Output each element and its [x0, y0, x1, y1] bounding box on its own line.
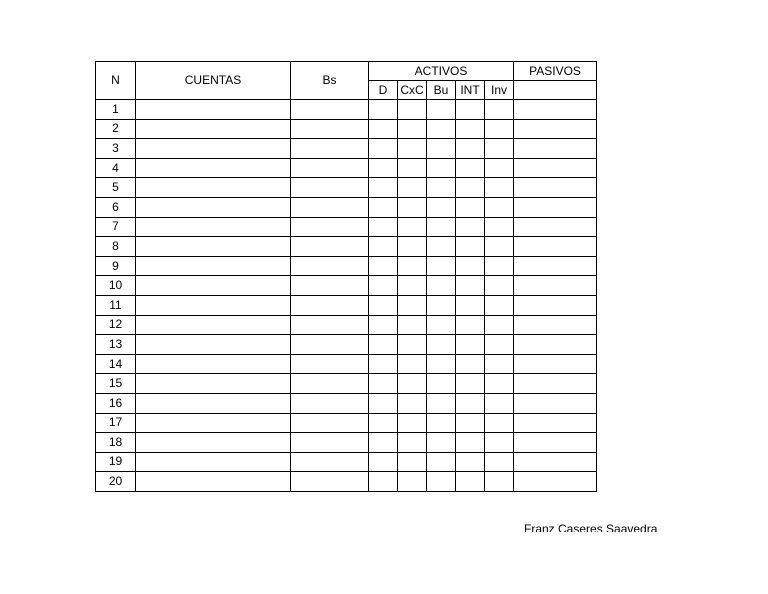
cell-cuentas[interactable] [136, 139, 291, 159]
header-activos-bu: Bu [427, 81, 456, 100]
cell-cxc[interactable] [398, 374, 427, 394]
cell-n: 8 [96, 237, 136, 257]
cell-inv[interactable] [485, 354, 514, 374]
cell-pasivos[interactable] [514, 158, 597, 178]
cell-int[interactable] [456, 335, 485, 355]
cell-cuentas[interactable] [136, 256, 291, 276]
cell-inv[interactable] [485, 100, 514, 120]
cell-pasivos[interactable] [514, 217, 597, 237]
cell-d[interactable] [369, 315, 398, 335]
cell-d[interactable] [369, 374, 398, 394]
table-row [96, 256, 597, 276]
cell-bs[interactable] [291, 452, 369, 472]
cell-cuentas[interactable] [136, 295, 291, 315]
cell-inv[interactable] [485, 119, 514, 139]
cell-bu[interactable] [427, 315, 456, 335]
cell-cuentas[interactable] [136, 452, 291, 472]
cell-d[interactable] [369, 197, 398, 217]
cell-n: 18 [96, 433, 136, 453]
header-bs: Bs [291, 62, 369, 100]
cell-bu[interactable] [427, 197, 456, 217]
cell-bu[interactable] [427, 335, 456, 355]
cell-int[interactable] [456, 139, 485, 159]
cell-int[interactable] [456, 217, 485, 237]
cell-bu[interactable] [427, 237, 456, 257]
accounts-table [95, 61, 597, 492]
cell-pasivos[interactable] [514, 197, 597, 217]
cell-d[interactable] [369, 393, 398, 413]
cell-bs[interactable] [291, 433, 369, 453]
cell-n: 15 [96, 374, 136, 394]
table-row [96, 139, 597, 159]
cell-bs[interactable] [291, 139, 369, 159]
cell-d[interactable] [369, 178, 398, 198]
cell-int[interactable] [456, 256, 485, 276]
cell-n: 4 [96, 158, 136, 178]
cell-inv[interactable] [485, 335, 514, 355]
table-row [96, 452, 597, 472]
cell-pasivos[interactable] [514, 354, 597, 374]
cell-pasivos[interactable] [514, 452, 597, 472]
cell-inv[interactable] [485, 217, 514, 237]
cell-d[interactable] [369, 100, 398, 120]
cell-int[interactable] [456, 354, 485, 374]
cell-int[interactable] [456, 276, 485, 296]
cell-inv[interactable] [485, 139, 514, 159]
cell-cxc[interactable] [398, 276, 427, 296]
cell-inv[interactable] [485, 295, 514, 315]
header-activos-cxc: CxC [398, 81, 427, 100]
cell-n: 12 [96, 315, 136, 335]
cell-cuentas[interactable] [136, 374, 291, 394]
table-row [96, 335, 597, 355]
cell-cxc[interactable] [398, 158, 427, 178]
cell-bu[interactable] [427, 413, 456, 433]
cell-n: 6 [96, 197, 136, 217]
table-row [96, 413, 597, 433]
cell-cxc[interactable] [398, 139, 427, 159]
cell-bs[interactable] [291, 197, 369, 217]
cell-cuentas[interactable] [136, 472, 291, 492]
cell-d[interactable] [369, 433, 398, 453]
cell-pasivos[interactable] [514, 119, 597, 139]
cell-int[interactable] [456, 100, 485, 120]
cell-bs[interactable] [291, 158, 369, 178]
table-row [96, 393, 597, 413]
cell-bu[interactable] [427, 354, 456, 374]
cell-bu[interactable] [427, 276, 456, 296]
cell-n: 10 [96, 276, 136, 296]
cell-bu[interactable] [427, 433, 456, 453]
cell-inv[interactable] [485, 433, 514, 453]
cell-bs[interactable] [291, 413, 369, 433]
cell-int[interactable] [456, 178, 485, 198]
cell-inv[interactable] [485, 237, 514, 257]
cell-cxc[interactable] [398, 335, 427, 355]
cell-bu[interactable] [427, 374, 456, 394]
header-activos-inv: Inv [485, 81, 514, 100]
cell-pasivos[interactable] [514, 256, 597, 276]
cell-cuentas[interactable] [136, 119, 291, 139]
table-row [96, 374, 597, 394]
cell-bu[interactable] [427, 452, 456, 472]
cell-n: 7 [96, 217, 136, 237]
cell-pasivos[interactable] [514, 178, 597, 198]
cell-cxc[interactable] [398, 197, 427, 217]
cell-cxc[interactable] [398, 393, 427, 413]
cell-cxc[interactable] [398, 452, 427, 472]
cell-cxc[interactable] [398, 217, 427, 237]
header-activos-int: INT [456, 81, 485, 100]
cell-pasivos[interactable] [514, 374, 597, 394]
cell-inv[interactable] [485, 158, 514, 178]
cell-cxc[interactable] [398, 413, 427, 433]
cell-bu[interactable] [427, 119, 456, 139]
cell-bs[interactable] [291, 374, 369, 394]
cell-pasivos[interactable] [514, 276, 597, 296]
cell-int[interactable] [456, 393, 485, 413]
cell-pasivos[interactable] [514, 237, 597, 257]
cell-pasivos[interactable] [514, 139, 597, 159]
cell-int[interactable] [456, 472, 485, 492]
cell-int[interactable] [456, 237, 485, 257]
cell-n: 17 [96, 413, 136, 433]
table-row [96, 158, 597, 178]
header-activos-d: D [369, 81, 398, 100]
cell-bu[interactable] [427, 139, 456, 159]
table-row [96, 295, 597, 315]
cell-cxc[interactable] [398, 354, 427, 374]
cell-d[interactable] [369, 119, 398, 139]
cell-n: 2 [96, 119, 136, 139]
cell-pasivos[interactable] [514, 295, 597, 315]
cell-cuentas[interactable] [136, 354, 291, 374]
table-row [96, 178, 597, 198]
cell-n: 14 [96, 354, 136, 374]
cell-bs[interactable] [291, 100, 369, 120]
cell-pasivos[interactable] [514, 413, 597, 433]
author-name: Franz Caseres Saavedra [524, 522, 658, 532]
cell-bu[interactable] [427, 295, 456, 315]
cell-bu[interactable] [427, 158, 456, 178]
cell-cuentas[interactable] [136, 413, 291, 433]
cell-d[interactable] [369, 452, 398, 472]
cell-cxc[interactable] [398, 295, 427, 315]
cell-d[interactable] [369, 413, 398, 433]
cell-pasivos[interactable] [514, 100, 597, 120]
cell-pasivos[interactable] [514, 472, 597, 492]
cell-bu[interactable] [427, 472, 456, 492]
cell-bs[interactable] [291, 217, 369, 237]
header-n: N [96, 62, 136, 100]
cell-int[interactable] [456, 433, 485, 453]
table-row [96, 217, 597, 237]
cell-cuentas[interactable] [136, 393, 291, 413]
cell-d[interactable] [369, 472, 398, 492]
cell-n: 16 [96, 393, 136, 413]
header-activos: ACTIVOS [369, 62, 514, 81]
cell-inv[interactable] [485, 472, 514, 492]
cell-cxc[interactable] [398, 100, 427, 120]
cell-pasivos[interactable] [514, 315, 597, 335]
cell-d[interactable] [369, 139, 398, 159]
cell-d[interactable] [369, 335, 398, 355]
cell-cxc[interactable] [398, 256, 427, 276]
table-row [96, 197, 597, 217]
table-row [96, 237, 597, 257]
table-row [96, 433, 597, 453]
cell-n: 19 [96, 452, 136, 472]
cell-cuentas[interactable] [136, 197, 291, 217]
header-pasivos: PASIVOS [514, 62, 597, 81]
cell-cuentas[interactable] [136, 315, 291, 335]
cell-n: 13 [96, 335, 136, 355]
cell-bs[interactable] [291, 276, 369, 296]
cell-bs[interactable] [291, 393, 369, 413]
cell-cxc[interactable] [398, 119, 427, 139]
cell-n: 1 [96, 100, 136, 120]
cell-d[interactable] [369, 158, 398, 178]
cell-bu[interactable] [427, 256, 456, 276]
cell-cxc[interactable] [398, 237, 427, 257]
cell-bs[interactable] [291, 119, 369, 139]
cell-d[interactable] [369, 354, 398, 374]
cell-bs[interactable] [291, 315, 369, 335]
cell-d[interactable] [369, 237, 398, 257]
cell-cxc[interactable] [398, 178, 427, 198]
cell-bs[interactable] [291, 178, 369, 198]
cell-n: 20 [96, 472, 136, 492]
cell-bu[interactable] [427, 217, 456, 237]
cell-cxc[interactable] [398, 472, 427, 492]
cell-pasivos[interactable] [514, 335, 597, 355]
cell-cuentas[interactable] [136, 237, 291, 257]
cell-cxc[interactable] [398, 315, 427, 335]
cell-bu[interactable] [427, 178, 456, 198]
cell-inv[interactable] [485, 197, 514, 217]
cell-cuentas[interactable] [136, 335, 291, 355]
cell-d[interactable] [369, 276, 398, 296]
cell-n: 11 [96, 295, 136, 315]
table-row [96, 100, 597, 120]
cell-int[interactable] [456, 295, 485, 315]
cell-inv[interactable] [485, 413, 514, 433]
cell-pasivos[interactable] [514, 393, 597, 413]
cell-int[interactable] [456, 158, 485, 178]
header-row [96, 62, 597, 81]
cell-int[interactable] [456, 315, 485, 335]
cell-d[interactable] [369, 217, 398, 237]
cell-inv[interactable] [485, 178, 514, 198]
cell-inv[interactable] [485, 393, 514, 413]
cell-n: 9 [96, 256, 136, 276]
cell-int[interactable] [456, 119, 485, 139]
cell-bs[interactable] [291, 335, 369, 355]
cell-n: 5 [96, 178, 136, 198]
cell-int[interactable] [456, 452, 485, 472]
cell-bs[interactable] [291, 256, 369, 276]
cell-inv[interactable] [485, 276, 514, 296]
cell-bs[interactable] [291, 237, 369, 257]
cell-bu[interactable] [427, 393, 456, 413]
table-row [96, 119, 597, 139]
cell-int[interactable] [456, 374, 485, 394]
cell-pasivos[interactable] [514, 433, 597, 453]
cell-bu[interactable] [427, 100, 456, 120]
table-row [96, 276, 597, 296]
cell-cuentas[interactable] [136, 217, 291, 237]
table-row [96, 354, 597, 374]
cell-cuentas[interactable] [136, 100, 291, 120]
cell-inv[interactable] [485, 452, 514, 472]
header-pasivos-sub [514, 81, 597, 100]
cell-d[interactable] [369, 256, 398, 276]
cell-cuentas[interactable] [136, 158, 291, 178]
cell-int[interactable] [456, 197, 485, 217]
cell-bs[interactable] [291, 472, 369, 492]
cell-cuentas[interactable] [136, 178, 291, 198]
cell-inv[interactable] [485, 315, 514, 335]
cell-bs[interactable] [291, 354, 369, 374]
table-row [96, 315, 597, 335]
header-cuentas: CUENTAS [136, 62, 291, 100]
cell-inv[interactable] [485, 374, 514, 394]
cell-cuentas[interactable] [136, 276, 291, 296]
cell-d[interactable] [369, 295, 398, 315]
cell-bs[interactable] [291, 295, 369, 315]
cell-cxc[interactable] [398, 433, 427, 453]
cell-inv[interactable] [485, 256, 514, 276]
table-row [96, 472, 597, 492]
cell-n: 3 [96, 139, 136, 159]
cell-int[interactable] [456, 413, 485, 433]
cell-cuentas[interactable] [136, 433, 291, 453]
